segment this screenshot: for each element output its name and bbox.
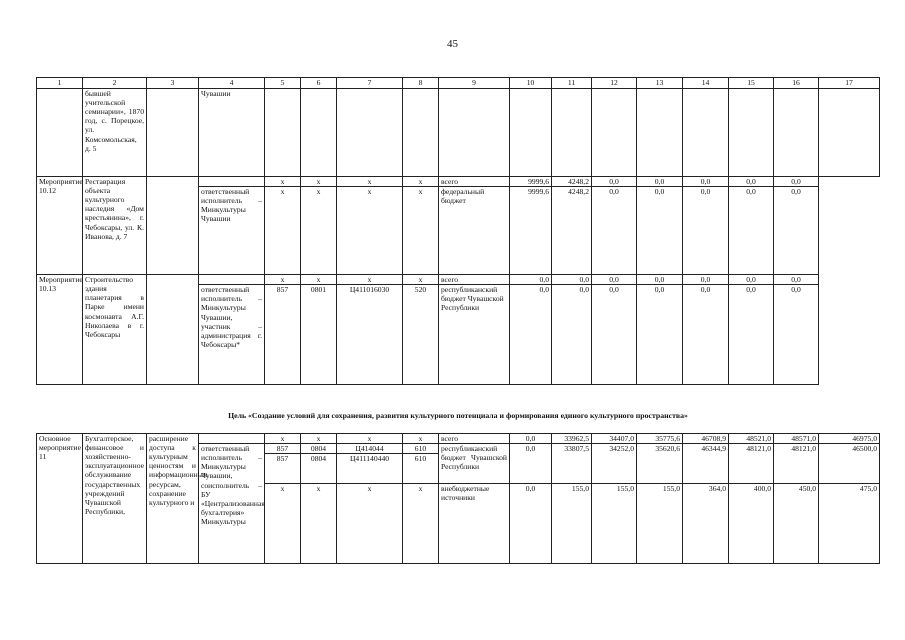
table-row: х х х х внебюджетные источники 0,0 155,0 155,0 155,0 364,0 400,0 450,0 475,0 [37, 484, 880, 564]
measure-1013-description: Строительство здания планетария в Парке имени космонавта А.Г. Николаева в г. Чебоксары [83, 275, 147, 385]
page-number: 45 [447, 38, 458, 50]
table-row: ответственный исполнитель – Минкультуры Чувашии х х х х федеральный бюджет 9999,6 4248,2 0,0 0,0 0,0 0,0 0,0 [37, 187, 880, 275]
measure-1012-description: Реставрация объекта культурного наследия «Дом крестьянина», г. Чебоксары, ул. К. Иванова, д. 7 [83, 177, 147, 275]
header-col-11: 11 [552, 78, 592, 89]
header-col-12: 12 [592, 78, 637, 89]
header-col-8: 8 [403, 78, 439, 89]
continuation-executor: Чувашии [199, 89, 265, 177]
header-col-5: 5 [265, 78, 301, 89]
header-col-3: 3 [147, 78, 199, 89]
measure-11-description: Бухгалтерское, финансовое и хозяйственно-эксплуатационное обслуживание государственных учреждений Чувашской Республики, [83, 434, 147, 564]
header-col-16: 16 [774, 78, 819, 89]
measure-1013-label: Мероприятие 10.13 [37, 275, 83, 385]
continuation-row [37, 89, 880, 177]
header-col-2: 2 [83, 78, 147, 89]
header-col-13: 13 [637, 78, 683, 89]
table-row: Основное мероприятие 11 Бухгалтерское, финансовое и хозяйственно-эксплуатационное обслуживание государственных учреждений Чувашской Республики, расширение доступа к культурным ценностям и информационным ресурсам, сохранение культурного и х х х х всего 0,0 33962,5 34407,0 35775,6 46708,9 48521,0 48571,0 46975,0 [37, 434, 880, 444]
header-col-9: 9 [439, 78, 510, 89]
main-measure-table [36, 433, 880, 564]
goal-heading: Цель «Создание условий для сохранения, развития культурного потенциала и формирования единого культурного пространства» [228, 411, 688, 420]
program-table [36, 77, 880, 385]
header-col-14: 14 [683, 78, 729, 89]
measure-11-goal: расширение доступа к культурным ценностям и информационным ресурсам, сохранение культурного и [147, 434, 199, 564]
table-row: 857 0804 Ц411140440 610 [37, 454, 880, 484]
table-row: ответственный исполнитель – Минкультуры Чувашии, участник – администрация г. Чебоксары* 857 0801 Ц411016030 520 республиканский бюджет Чувашской Республики 0,0 0,0 0,0 0,0 0,0 0,0 0,0 [37, 285, 880, 385]
header-col-10: 10 [510, 78, 552, 89]
header-col-4: 4 [199, 78, 265, 89]
measure-11-label: Основное мероприятие 11 [37, 434, 83, 564]
header-col-6: 6 [301, 78, 337, 89]
measure-1012-label: Мероприятие 10.12 [37, 177, 83, 275]
table-row: Мероприятие 10.13 Строительство здания планетария в Парке имени космонавта А.Г. Николаева в г. Чебоксары х х х х всего 0,0 0,0 0,0 0,0 0,0 0,0 0,0 [37, 275, 880, 285]
table-row: Мероприятие 10.12 Реставрация объекта культурного наследия «Дом крестьянина», г. Чебоксары, ул. К. Иванова, д. 7 х х х х всего 9999,6 4248,2 0,0 0,0 0,0 0,0 0,0 [37, 177, 880, 187]
table-row: ответственный исполнитель – Минкультуры Чувашии, соисполнитель – БУ «Централизованная бухгалтерия» Минкультуры 857 0804 Ц414044 610 республиканский бюджет Чувашской Республики 0,0 33807,5 34252,0 35620,6 46344,9 48121,0 48121,0 46500,0 [37, 444, 880, 454]
header-col-15: 15 [729, 78, 774, 89]
header-col-17: 17 [819, 78, 880, 89]
column-number-header-row [37, 78, 880, 89]
continuation-description: бывшей учительской семинарии», 1870 год, с. Порецкое, ул. Комсомольская, д. 5 [83, 89, 147, 177]
header-col-7: 7 [337, 78, 403, 89]
header-col-1: 1 [37, 78, 83, 89]
